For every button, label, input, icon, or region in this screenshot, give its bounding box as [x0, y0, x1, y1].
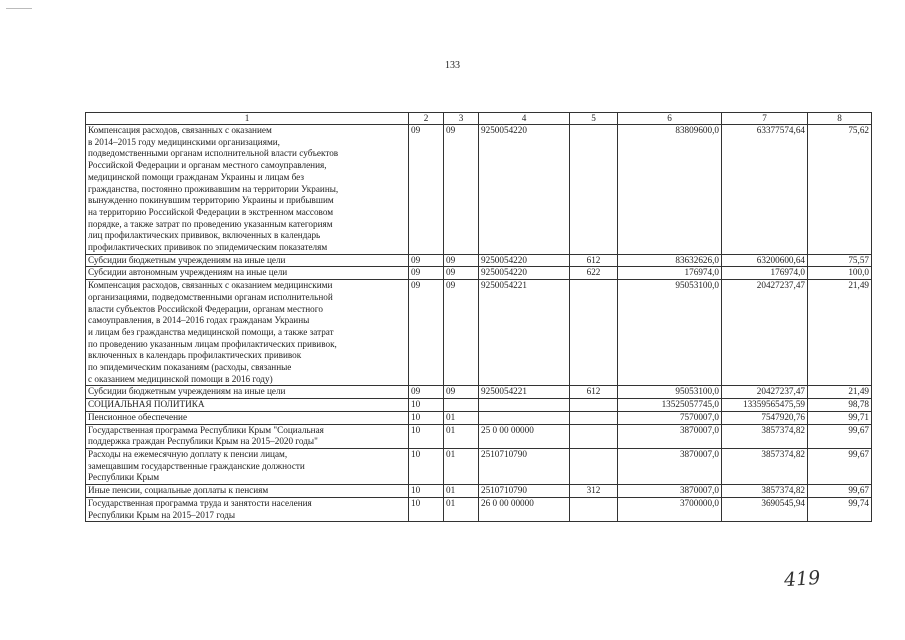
- plan-amount-cell: 95053100,0: [618, 386, 722, 399]
- percent-cell: 98,78: [808, 399, 872, 412]
- target-article-cell: 25 0 00 00000: [479, 424, 570, 448]
- percent-cell: 75,57: [808, 254, 872, 267]
- column-header: 4: [479, 113, 570, 125]
- podrazdel-cell: 09: [444, 254, 479, 267]
- percent-cell: 99,74: [808, 497, 872, 521]
- razdel-cell: 10: [409, 448, 444, 484]
- podrazdel-cell: 09: [444, 125, 479, 255]
- actual-amount-cell: 20427237,47: [722, 386, 808, 399]
- plan-amount-cell: 13525057745,0: [618, 399, 722, 412]
- expense-type-cell: [570, 448, 618, 484]
- razdel-cell: 10: [409, 497, 444, 521]
- table-row: [86, 411, 872, 424]
- razdel-cell: 09: [409, 125, 444, 255]
- target-article-cell: 26 0 00 00000: [479, 497, 570, 521]
- percent-cell: 99,67: [808, 424, 872, 448]
- plan-amount-cell: 7570007,0: [618, 411, 722, 424]
- podrazdel-cell: 01: [444, 424, 479, 448]
- expense-name-cell: Субсидии автономным учреждениям на иные цели: [86, 267, 409, 280]
- column-header: 3: [444, 113, 479, 125]
- actual-amount-cell: 3690545,94: [722, 497, 808, 521]
- target-article-cell: 9250054220: [479, 254, 570, 267]
- table-row: [86, 267, 872, 280]
- column-header: 6: [618, 113, 722, 125]
- plan-amount-cell: 83632626,0: [618, 254, 722, 267]
- table-row: [86, 424, 872, 448]
- target-article-cell: [479, 399, 570, 412]
- plan-amount-cell: 3870007,0: [618, 448, 722, 484]
- table-header-row: [86, 113, 872, 125]
- expense-type-cell: [570, 399, 618, 412]
- expense-type-cell: 612: [570, 386, 618, 399]
- podrazdel-cell: 01: [444, 411, 479, 424]
- expense-name-cell: Компенсация расходов, связанных с оказанием медицинскими организациями, подведомственными органам исполнительной власти субъектов Российской Федерации, органам местного самоуправления, в 2014–2016 годах гражданам Украины и лицам без гражданства медицинской помощи, а также затрат по проведению указанным лицам профилактических прививок, включенных в календарь профилактических прививок по эпидемическим показаниям (расходы, связанные с оказанием медицинской помощи в 2016 году): [86, 280, 409, 386]
- table-row: [86, 125, 872, 255]
- podrazdel-cell: 01: [444, 497, 479, 521]
- podrazdel-cell: 09: [444, 280, 479, 386]
- expense-type-cell: [570, 280, 618, 386]
- expense-name-cell: Государственная программа труда и занятости населения Республики Крым на 2015–2017 годы: [86, 497, 409, 521]
- percent-cell: 100,0: [808, 267, 872, 280]
- expense-type-cell: [570, 125, 618, 255]
- actual-amount-cell: 63200600,64: [722, 254, 808, 267]
- razdel-cell: 09: [409, 280, 444, 386]
- podrazdel-cell: [444, 399, 479, 412]
- actual-amount-cell: 7547920,76: [722, 411, 808, 424]
- table-row: [86, 485, 872, 498]
- razdel-cell: 10: [409, 424, 444, 448]
- target-article-cell: 2510710790: [479, 485, 570, 498]
- razdel-cell: 10: [409, 485, 444, 498]
- percent-cell: 99,71: [808, 411, 872, 424]
- table-row: [86, 254, 872, 267]
- column-header: 8: [808, 113, 872, 125]
- table-row: [86, 386, 872, 399]
- expense-name-cell: Компенсация расходов, связанных с оказанием в 2014–2015 году медицинскими организациями, подведомственными органам исполнительной власти субъектов Российской Федерации и органам местного самоуправления, медицинской помощи гражданам Украины и лицам без гражданства, постоянно проживавшим на территории Украины, вынужденно покинувшим территорию Украины и прибывшим на территорию Российской Федерации в экстренном массовом порядке, а также затрат по проведению указанным категориям лиц профилактических прививок, включенных в календарь профилактических прививок по эпидемическим показателям: [86, 125, 409, 255]
- table-row: [86, 280, 872, 386]
- expense-name-cell: Расходы на ежемесячную доплату к пенсии лицам, замещавшим государственные гражданские должности Республики Крым: [86, 448, 409, 484]
- razdel-cell: 09: [409, 254, 444, 267]
- expense-name-cell: Субсидии бюджетным учреждениям на иные цели: [86, 254, 409, 267]
- expense-name-cell: Иные пенсии, социальные доплаты к пенсиям: [86, 485, 409, 498]
- expense-name-cell: Пенсионное обеспечение: [86, 411, 409, 424]
- target-article-cell: 9250054221: [479, 386, 570, 399]
- percent-cell: 99,67: [808, 448, 872, 484]
- actual-amount-cell: 13359565475,59: [722, 399, 808, 412]
- razdel-cell: 10: [409, 411, 444, 424]
- razdel-cell: 10: [409, 399, 444, 412]
- percent-cell: 99,67: [808, 485, 872, 498]
- column-header: 2: [409, 113, 444, 125]
- expense-type-cell: [570, 497, 618, 521]
- plan-amount-cell: 3870007,0: [618, 424, 722, 448]
- target-article-cell: [479, 411, 570, 424]
- expense-type-cell: 622: [570, 267, 618, 280]
- plan-amount-cell: 3700000,0: [618, 497, 722, 521]
- podrazdel-cell: 09: [444, 267, 479, 280]
- target-article-cell: 9250054220: [479, 125, 570, 255]
- table-row: [86, 497, 872, 521]
- actual-amount-cell: 63377574,64: [722, 125, 808, 255]
- expense-name-cell: Субсидии бюджетным учреждениям на иные цели: [86, 386, 409, 399]
- corner-mark: [6, 8, 32, 9]
- plan-amount-cell: 3870007,0: [618, 485, 722, 498]
- plan-amount-cell: 176974,0: [618, 267, 722, 280]
- table-row: [86, 448, 872, 484]
- plan-amount-cell: 83809600,0: [618, 125, 722, 255]
- podrazdel-cell: 01: [444, 448, 479, 484]
- percent-cell: 75,62: [808, 125, 872, 255]
- actual-amount-cell: 3857374,82: [722, 448, 808, 484]
- column-header: 5: [570, 113, 618, 125]
- razdel-cell: 09: [409, 386, 444, 399]
- podrazdel-cell: 01: [444, 485, 479, 498]
- expense-name-cell: Государственная программа Республики Крым "Социальная поддержка граждан Республики Крым на 2015–2020 годы": [86, 424, 409, 448]
- expense-type-cell: 612: [570, 254, 618, 267]
- page-number: 133: [445, 60, 460, 71]
- budget-table: [85, 112, 872, 522]
- table-row: [86, 399, 872, 412]
- target-article-cell: 2510710790: [479, 448, 570, 484]
- percent-cell: 21,49: [808, 280, 872, 386]
- column-header: 7: [722, 113, 808, 125]
- expense-name-cell: СОЦИАЛЬНАЯ ПОЛИТИКА: [86, 399, 409, 412]
- podrazdel-cell: 09: [444, 386, 479, 399]
- expense-type-cell: [570, 411, 618, 424]
- expense-type-cell: [570, 424, 618, 448]
- handwritten-page-number: 419: [783, 566, 821, 592]
- column-header: 1: [86, 113, 409, 125]
- expense-type-cell: 312: [570, 485, 618, 498]
- plan-amount-cell: 95053100,0: [618, 280, 722, 386]
- target-article-cell: 9250054221: [479, 280, 570, 386]
- actual-amount-cell: 20427237,47: [722, 280, 808, 386]
- target-article-cell: 9250054220: [479, 267, 570, 280]
- razdel-cell: 09: [409, 267, 444, 280]
- actual-amount-cell: 176974,0: [722, 267, 808, 280]
- actual-amount-cell: 3857374,82: [722, 424, 808, 448]
- percent-cell: 21,49: [808, 386, 872, 399]
- actual-amount-cell: 3857374,82: [722, 485, 808, 498]
